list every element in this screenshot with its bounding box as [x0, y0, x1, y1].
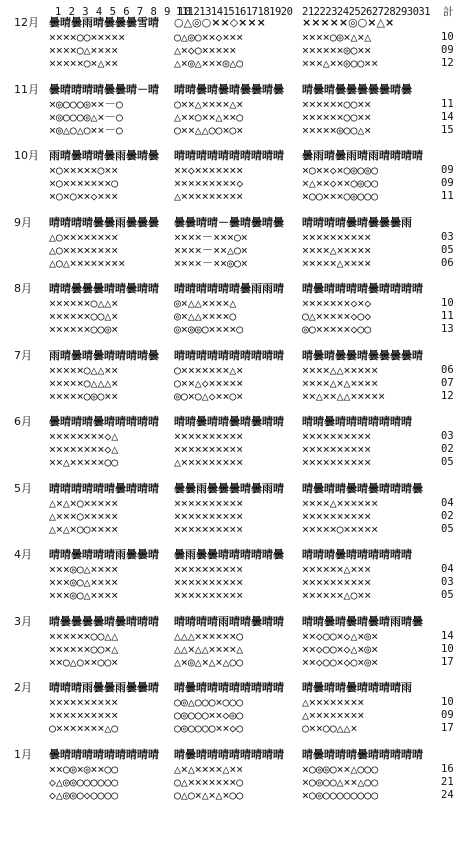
forecast-segment: ××××××××××: [174, 508, 244, 523]
forecast-segment: △×△×○○××××: [49, 521, 119, 536]
forecast-segment: ○×××××××△○: [49, 721, 119, 735]
forecast-segment: ××××××△○××: [302, 588, 372, 602]
forecast-segment: ××××××××××: [302, 508, 372, 523]
month-block: [0, 149, 469, 209]
weather-segment: ×××××◎○×△×: [302, 16, 395, 29]
forecast-row: [0, 376, 469, 390]
month-block: [0, 548, 469, 608]
row-total: 09: [441, 177, 454, 189]
row-total: 15: [441, 123, 454, 136]
forecast-segment: ×○◎○○○○○○○○: [302, 787, 379, 802]
forecast-segment: △××○××△××○: [174, 109, 244, 124]
month-block: [0, 16, 469, 76]
forecast-row: [0, 30, 469, 44]
forecast-segment: ××××××××××: [174, 521, 244, 536]
forecast-segment: △○××××××××: [49, 229, 119, 244]
forecast-segment: ◎○×××××◇○○: [302, 322, 372, 336]
forecast-segment: ××××××××◇△: [49, 442, 119, 456]
month-label: 11月: [14, 82, 39, 96]
forecast-segment: ○△×××××××○: [174, 774, 244, 789]
weather-segment: 晴晴曇曇曇晴晴曇晴晴: [49, 282, 159, 295]
forecast-segment: ×××××○×××××: [302, 521, 379, 536]
forecast-row: [0, 189, 469, 203]
month-label: 6月: [14, 415, 32, 428]
weather-segment: 晴晴晴晴曇晴曇曇曇雨: [302, 215, 412, 229]
forecast-row: [0, 43, 469, 57]
weather-segment: 曇曇晴晴－曇晴曇晴曇: [174, 215, 284, 229]
forecast-segment: ××○◎×◎××○○: [49, 761, 119, 776]
forecast-row: [0, 230, 469, 244]
forecast-segment: ××××××◎○××: [302, 43, 372, 57]
forecast-row: [0, 429, 469, 443]
forecast-segment: ◎○×○△◇××○×: [174, 388, 244, 403]
row-total: 12: [441, 57, 454, 69]
row-total: 17: [441, 655, 454, 668]
forecast-segment: ×××◎○△××××: [49, 588, 119, 602]
forecast-segment: ××××○△××××: [49, 43, 119, 57]
weather-row: [0, 83, 469, 97]
month-label: 8月: [14, 282, 32, 295]
forecast-row: [0, 655, 469, 669]
forecast-segment: ××○△○××○○×: [49, 654, 119, 669]
weather-row: [0, 548, 469, 562]
weather-segment: 晴晴晴晴雨晴晴曇晴晴: [174, 614, 284, 628]
forecast-segment: ××××－××△○×: [174, 242, 248, 257]
forecast-segment: ××××△×××××: [302, 242, 372, 257]
forecast-row: [0, 389, 469, 403]
weather-segment: 晴晴晴晴晴晴曇雨雨晴: [174, 282, 284, 295]
month-label: 10月: [14, 149, 39, 162]
forecast-segment: ×○◎○○△××△○○: [302, 774, 379, 789]
weather-row: [0, 216, 469, 230]
forecast-segment: ×××◎○△××××: [49, 562, 119, 576]
row-total: 17: [441, 722, 454, 734]
forecast-segment: ××××××××××: [174, 588, 244, 602]
forecast-segment: ○◎○○○○××◇○: [174, 721, 244, 735]
forecast-segment: ××××××××××: [302, 442, 372, 456]
forecast-segment: △×△×○×××××: [49, 495, 119, 510]
weather-segment: 曇曇雨曇曇曇晴曇雨晴: [174, 481, 284, 495]
forecast-segment: ×××××○△△△×: [49, 375, 119, 390]
weather-row: [0, 681, 469, 695]
forecast-segment: △○△××××××××: [49, 255, 126, 270]
forecast-row: [0, 455, 469, 469]
forecast-segment: ××××××××××: [302, 455, 372, 469]
forecast-segment: ×××××○◎○××: [49, 388, 119, 403]
weather-segment: 晴晴晴雨曇曇雨曇曇晴: [49, 681, 159, 694]
forecast-segment: △×◎△×××◎△○: [174, 56, 244, 70]
forecast-row: [0, 775, 469, 789]
forecast-segment: ○×××××××△×: [174, 362, 244, 377]
row-total: 14: [441, 110, 454, 123]
weather-segment: 晴晴晴曇晴晴晴晴晴晴: [302, 548, 412, 561]
weather-segment: 雨晴曇晴曇晴晴晴晴曇: [49, 348, 159, 362]
row-total: 09: [441, 164, 454, 176]
row-total: 21: [441, 775, 454, 788]
row-total: 11: [441, 97, 454, 110]
forecast-segment: ◎×△△××××○: [174, 309, 237, 323]
forecast-row: [0, 575, 469, 589]
row-total: 02: [441, 509, 454, 522]
month-block: [0, 282, 469, 342]
day-numbers-11-20: 11121314151617181920: [176, 6, 293, 18]
weather-segment: 晴曇晴曇曇晴曇曇曇曇晴: [302, 348, 423, 362]
weather-segment: 晴晴晴晴晴晴曇晴晴晴: [49, 481, 159, 495]
month-block: [0, 482, 469, 542]
forecast-row: [0, 562, 469, 576]
forecast-row: [0, 256, 469, 270]
weather-segment: 雨晴曇晴晴曇雨曇晴曇: [49, 149, 159, 162]
forecast-segment: ×××××××◇×◇: [302, 296, 372, 310]
row-total: 04: [441, 496, 454, 509]
row-total: 11: [441, 310, 454, 322]
day-numbers-21-31: 2122232425262728293031: [302, 6, 431, 18]
row-total: 09: [441, 709, 454, 721]
forecast-segment: ◎×◎◎○××××○: [174, 322, 244, 336]
weather-segment: 晴晴晴晴晴晴晴晴晴晴: [174, 149, 284, 162]
forecast-segment: ××××××××××: [174, 562, 244, 576]
month-label: 9月: [14, 215, 32, 229]
weather-row: [0, 349, 469, 363]
row-total: 12: [441, 389, 454, 402]
forecast-segment: ×◎○○○◎△×－○: [49, 109, 123, 124]
forecast-segment: ××△××△△×××××: [302, 388, 386, 403]
forecast-segment: ××××××○○◎×: [49, 322, 119, 336]
forecast-row: [0, 176, 469, 190]
forecast-row: [0, 322, 469, 336]
forecast-segment: ××◇○○×◇○×◎×: [302, 654, 379, 669]
forecast-segment: ○××○○△△×: [302, 721, 358, 735]
forecast-segment: △×××××××××: [174, 189, 244, 203]
month-label: 2月: [14, 681, 32, 694]
weather-segment: 曇雨曇曇晴晴晴晴晴曇: [174, 548, 284, 561]
forecast-segment: ××××××○○××: [302, 96, 372, 111]
forecast-segment: ○◎△○○○×○○○: [174, 695, 244, 709]
month-label: 4月: [14, 548, 32, 561]
forecast-segment: ×◎○○○◎××－○: [49, 96, 123, 111]
forecast-segment: ×××××○×△××: [49, 56, 119, 70]
forecast-row: [0, 363, 469, 377]
forecast-segment: ○××△××××△×: [174, 96, 244, 111]
forecast-segment: ×××××××××◇: [174, 176, 244, 190]
month-label: 1月: [14, 747, 32, 761]
forecast-row: [0, 110, 469, 124]
weather-row: [0, 282, 469, 296]
row-total: 07: [441, 376, 454, 389]
row-total: 05: [441, 243, 454, 256]
forecast-segment: ×○×××××○××: [49, 163, 119, 177]
forecast-segment: △××××××××: [302, 708, 365, 722]
forecast-segment: ××××××××××: [302, 229, 372, 244]
forecast-segment: ××××××××××: [302, 429, 372, 443]
forecast-row: [0, 708, 469, 722]
forecast-row: [0, 309, 469, 323]
forecast-row: [0, 642, 469, 656]
forecast-row: [0, 56, 469, 70]
weather-row: [0, 149, 469, 163]
forecast-segment: △×××○×××××: [49, 508, 119, 523]
row-total: 06: [441, 363, 454, 376]
month-block: [0, 83, 469, 143]
month-block: [0, 615, 469, 675]
weather-segment: 曇晴晴晴晴曇曇晴－晴: [49, 82, 159, 96]
weather-row: [0, 482, 469, 496]
forecast-segment: ××××△××××××: [302, 495, 379, 510]
forecast-segment: △△△××××××○: [174, 628, 244, 643]
forecast-segment: △×××××××××: [174, 455, 244, 469]
row-total: 10: [441, 297, 454, 309]
weather-segment: ○△◎○××◇×××: [174, 16, 266, 29]
forecast-segment: ××◇○○×◇△×◎×: [302, 641, 379, 656]
forecast-segment: ×○×××××××○: [49, 176, 119, 190]
weather-segment: 晴晴曇晴晴晴雨曇曇晴: [49, 548, 159, 561]
month-label: 12月: [14, 16, 39, 29]
forecast-row: [0, 296, 469, 310]
weather-segment: 晴曇晴晴晴晴曇晴晴晴晴: [302, 282, 423, 295]
row-total: 03: [441, 576, 454, 588]
weather-segment: 晴晴曇晴曇晴曇曇晴曇: [174, 82, 284, 96]
day-numbers-1-10: 1 2 3 4 5 6 7 8 9 10: [55, 6, 192, 18]
row-total: 06: [441, 256, 454, 269]
weather-segment: 曇晴曇雨晴曇曇曇雪晴: [49, 16, 159, 29]
forecast-row: [0, 123, 469, 137]
forecast-segment: △×△××××△××: [174, 761, 244, 776]
weather-segment: 晴晴曇晴晴曇晴曇晴晴: [174, 415, 284, 428]
weather-segment: 晴晴晴晴晴晴晴晴晴晴: [174, 348, 284, 362]
row-total: 10: [441, 642, 454, 655]
forecast-segment: ×○○×××○◎○○○: [302, 189, 379, 203]
forecast-segment: ×○×○××◇×××: [49, 189, 119, 203]
forecast-row: [0, 762, 469, 776]
forecast-row: [0, 588, 469, 602]
forecast-segment: ××××××○△△×: [49, 296, 119, 310]
forecast-segment: ××××××○○×△: [49, 641, 119, 656]
forecast-segment: ××△×××××○○: [49, 455, 119, 469]
weather-row: [0, 748, 469, 762]
forecast-row: [0, 243, 469, 257]
forecast-segment: ×××△××◎○○××: [302, 56, 379, 70]
forecast-segment: △△×△△××××△: [174, 641, 244, 656]
weather-segment: 曇雨晴曇雨晴雨晴晴晴晴: [302, 149, 423, 162]
forecast-segment: ××××××××××: [174, 429, 244, 443]
forecast-segment: ○××△◇×××××: [174, 375, 244, 390]
weather-segment: 晴晴曇晴曇晴曇晴雨晴曇: [302, 614, 423, 628]
row-total: 13: [441, 323, 454, 335]
forecast-segment: ××××××××××: [49, 708, 119, 722]
forecast-segment: ×◎△○△○××－○: [49, 122, 123, 137]
forecast-row: [0, 97, 469, 111]
month-label: 5月: [14, 481, 32, 495]
forecast-segment: ××◇○○×◇△×◎×: [302, 628, 379, 643]
forecast-segment: ××××××○○△△: [49, 628, 119, 643]
weather-segment: 晴曇晴晴晴曇晴晴晴晴晴: [302, 747, 423, 761]
weather-segment: 晴曇曇曇曇晴曇晴晴晴: [49, 614, 159, 628]
forecast-segment: ×○◎◎○××△○○○: [302, 761, 379, 776]
forecast-segment: ××××××△×××: [302, 562, 372, 576]
forecast-segment: ××××○◎×△×△: [302, 30, 372, 44]
forecast-segment: ××××××××◇△: [49, 429, 119, 443]
forecast-segment: ○△×××××◇○◇: [302, 309, 372, 323]
weather-segment: 晴曇晴晴曇晴曇晴晴晴曇: [302, 481, 423, 495]
weather-row: [0, 615, 469, 629]
row-total: 05: [441, 522, 454, 535]
row-total: 05: [441, 589, 454, 601]
forecast-segment: ◎×△△××××△: [174, 296, 237, 310]
total-header: 計: [443, 6, 454, 18]
weather-row: [0, 415, 469, 429]
month-block: [0, 748, 469, 808]
forecast-segment: ××××××××××: [174, 442, 244, 456]
row-total: 02: [441, 443, 454, 455]
month-label: 3月: [14, 614, 32, 628]
forecast-row: [0, 509, 469, 523]
forecast-row: [0, 496, 469, 510]
forecast-segment: ○◎○○○××◇◎○: [174, 708, 244, 722]
forecast-segment: ××◇×××××××: [174, 163, 244, 177]
forecast-segment: ××××××○○△×: [49, 309, 119, 323]
row-total: 24: [441, 788, 454, 801]
month-block: [0, 415, 469, 475]
forecast-segment: ×○××◇×○◎○◎○: [302, 163, 379, 177]
forecast-segment: ××××××××××: [174, 495, 244, 510]
forecast-segment: ×××◎○△××××: [49, 575, 119, 589]
forecast-row: [0, 442, 469, 456]
forecast-segment: ××××××××××: [49, 695, 119, 709]
month-block: [0, 349, 469, 409]
row-total: 14: [441, 629, 454, 642]
weather-segment: 晴曇晴晴晴晴晴晴晴晴: [174, 681, 284, 694]
row-total: 04: [441, 563, 454, 575]
weather-segment: 晴晴晴晴曇曇雨曇曇曇: [49, 215, 159, 229]
forecast-segment: ×××××△××××: [302, 255, 372, 270]
forecast-segment: △×◇○×××××: [174, 43, 237, 57]
weather-row: [0, 16, 469, 30]
weather-segment: 晴曇晴曇曇曇曇曇晴曇: [302, 82, 412, 96]
row-total: 03: [441, 230, 454, 243]
forecast-segment: △××××××××: [302, 695, 365, 709]
forecast-segment: ○△◎○××◇×××: [174, 30, 244, 44]
forecast-segment: ××××△×△××××: [302, 375, 379, 390]
weather-segment: 曇晴晴晴曇晴晴晴晴晴: [49, 415, 159, 428]
forecast-segment: ××××－××◎○×: [174, 255, 248, 270]
forecast-segment: △○××××××××: [49, 242, 119, 257]
row-total: 09: [441, 44, 454, 56]
forecast-segment: ××××－×××○×: [174, 229, 248, 244]
month-block: [0, 216, 469, 276]
forecast-segment: ○××△△○○×○×: [174, 122, 244, 137]
weather-segment: 曇晴晴晴晴晴晴晴晴晴: [49, 747, 159, 761]
row-total: 05: [441, 456, 454, 468]
row-total: 11: [441, 190, 454, 202]
forecast-segment: ××××××○○××: [302, 109, 372, 124]
forecast-segment: ◇△◎◎○◇○○○○: [49, 787, 119, 802]
row-total: 03: [441, 430, 454, 442]
month-block: [0, 681, 469, 741]
forecast-row: [0, 629, 469, 643]
forecast-segment: ○△○×△×△×○○: [174, 787, 244, 802]
row-total: 10: [441, 696, 454, 708]
forecast-segment: ◇△◎◎○○○○○○: [49, 774, 119, 789]
weather-segment: 晴晴曇晴晴晴晴晴晴晴: [302, 415, 412, 428]
forecast-segment: ×××××◎○○△×: [302, 122, 372, 137]
forecast-row: [0, 163, 469, 177]
weather-segment: 晴曇晴晴晴晴晴晴晴晴: [174, 747, 284, 761]
forecast-segment: ×××××○△△××: [49, 362, 119, 377]
row-total: 16: [441, 762, 454, 775]
forecast-segment: ××××××××××: [174, 575, 244, 589]
forecast-row: [0, 721, 469, 735]
forecast-segment: ××××××××××: [302, 575, 372, 589]
month-label: 7月: [14, 348, 32, 362]
forecast-row: [0, 522, 469, 536]
forecast-segment: ×△××◇××○◎○○: [302, 176, 379, 190]
row-total: 10: [441, 31, 454, 43]
forecast-row: [0, 788, 469, 802]
forecast-segment: ××××△△×××××: [302, 362, 379, 377]
forecast-segment: ××××○○×××××: [49, 30, 126, 44]
weather-segment: 晴曇晴晴曇晴晴晴晴雨: [302, 681, 412, 694]
forecast-segment: △×◎△×△×△○○: [174, 654, 244, 669]
forecast-row: [0, 695, 469, 709]
